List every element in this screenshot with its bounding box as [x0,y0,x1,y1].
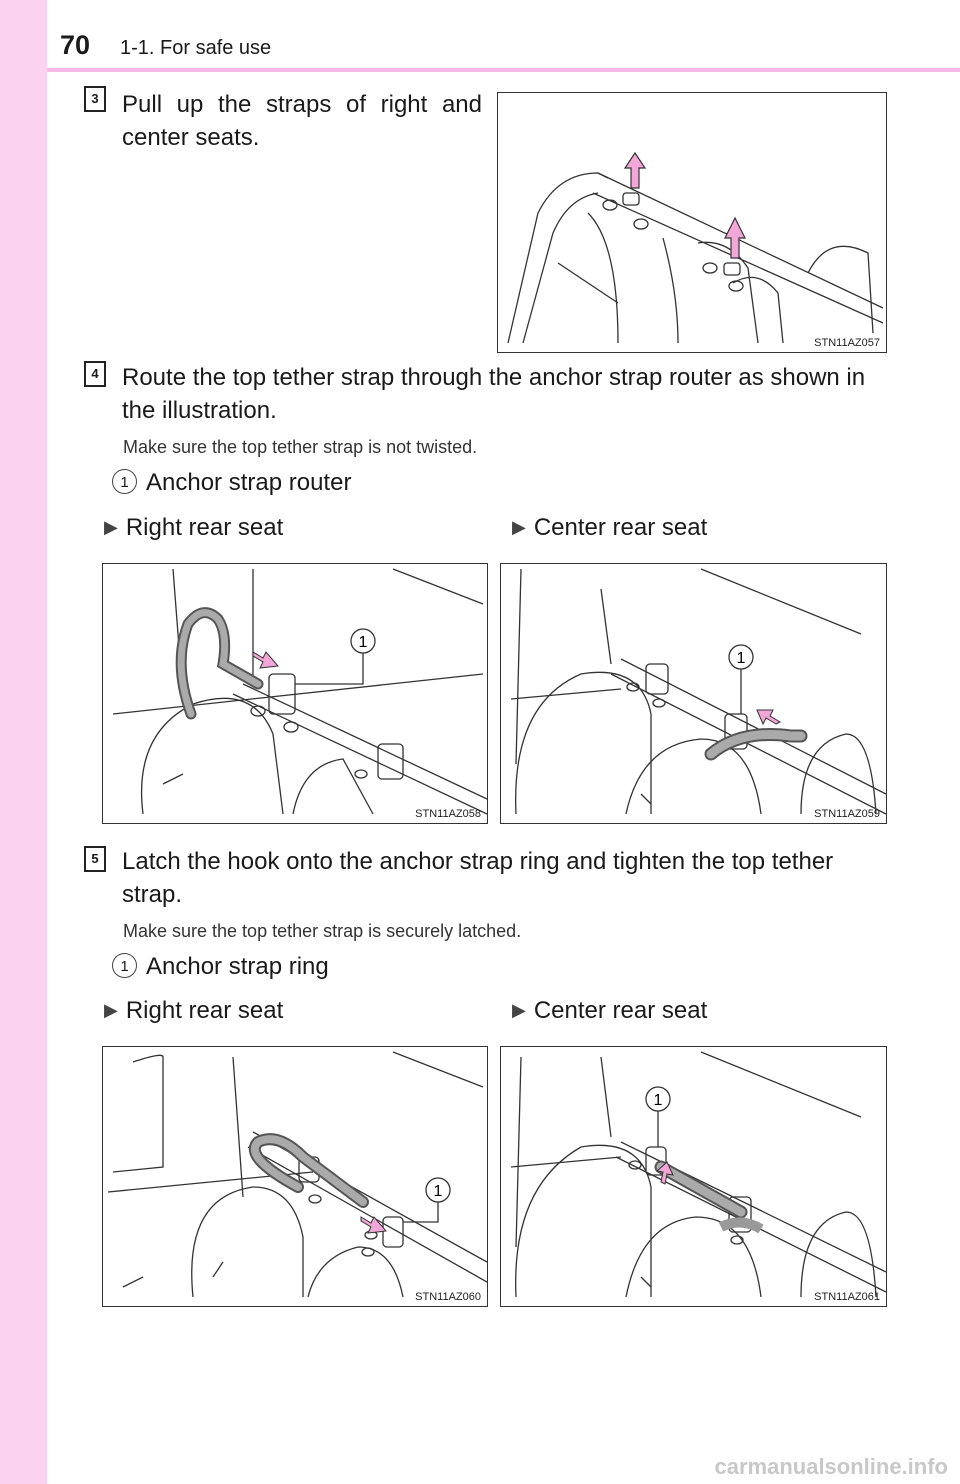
route-arrow [757,710,780,724]
step-5-text: Latch the hook onto the anchor strap ring and tighten the top tether strap. [122,848,834,908]
step-5-badge: 5 [84,846,106,872]
pull-up-arrow-1 [625,153,645,188]
seat-illustration-059 [501,564,886,823]
pull-up-arrow-2 [725,218,745,258]
watermark: carmanualsonline.info [714,1454,948,1479]
section-title: 1-1. For safe use [120,37,272,59]
figure-pull-up-straps [497,92,887,353]
latch-arrow [361,1217,386,1233]
seat-illustration-061 [501,1047,886,1306]
seat-illustration-step3 [498,93,886,352]
figure-router-right-seat [102,563,488,824]
triangle-bullet-icon: ▶ [512,517,526,537]
seat-illustration-058 [103,564,487,823]
triangle-bullet-icon: ▶ [512,1000,526,1020]
callout-label: Anchor strap ring [146,953,329,980]
heading-right-rear-seat: ▶ Right rear seat [104,997,284,1024]
figure-code: STN11AZ060 [415,1291,481,1303]
triangle-bullet-icon: ▶ [104,517,118,537]
step-4-badge: 4 [84,361,106,387]
figure-code: STN11AZ059 [814,808,880,820]
page-number: 70 [60,30,91,60]
figure-code: STN11AZ061 [814,1291,880,1303]
heading-right-rear-seat: ▶ Right rear seat [104,514,284,541]
header-rule [47,68,960,72]
callout-label: Anchor strap router [146,469,352,496]
step-4-text: Route the top tether strap through the anchor strap router as shown in the illustration. [122,364,866,424]
figure-router-center-seat [500,563,887,824]
route-arrow [253,652,278,668]
seat-illustration-060 [103,1047,487,1306]
triangle-bullet-icon: ▶ [104,1000,118,1020]
callout-circle-number: 1 [433,1183,443,1200]
figure-ring-center-seat [500,1046,887,1307]
step-4-note: Make sure the top tether strap is not twisted. [123,437,478,457]
callout-anchor-strap-router [112,469,351,497]
callout-anchor-strap-ring [112,953,329,981]
callout-number: 1 [112,953,137,978]
callout-circle-number: 1 [653,1092,663,1109]
step-3-badge: 3 [84,86,106,112]
step-5-note: Make sure the top tether strap is securely latched. [123,921,522,941]
heading-center-rear-seat: ▶ Center rear seat [512,514,708,541]
figure-ring-right-seat [102,1046,488,1307]
callout-number: 1 [112,469,137,494]
heading-center-rear-seat: ▶ Center rear seat [512,997,708,1024]
callout-circle-number: 1 [358,634,368,651]
callout-circle-number: 1 [736,650,746,667]
sidebar-band [0,0,47,1484]
figure-code: STN11AZ058 [415,808,481,820]
figure-code: STN11AZ057 [814,337,880,349]
step-3-text: Pull up the straps of right and center seats. [122,91,482,151]
